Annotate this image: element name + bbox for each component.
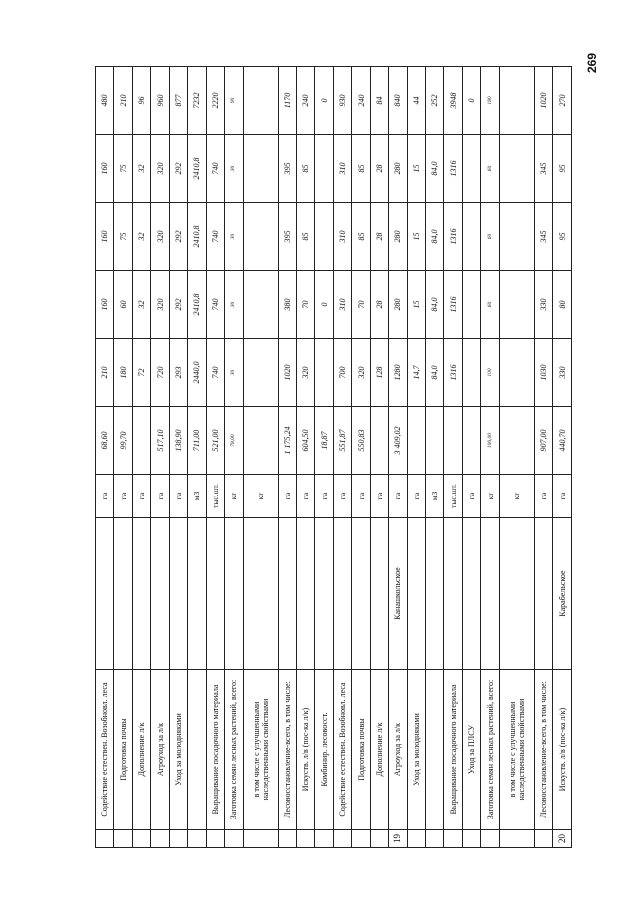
row-value: 160	[96, 135, 114, 203]
row-index	[278, 830, 296, 848]
row-unit: га	[553, 475, 572, 518]
row-value: 720	[151, 339, 169, 407]
row-value: 100	[481, 339, 499, 407]
row-value: 330	[553, 339, 572, 407]
row-value: 252	[426, 67, 444, 135]
row-name: Подготовка почвы	[114, 670, 132, 830]
table-row	[389, 67, 407, 848]
row-unit: га	[169, 475, 187, 518]
row-value: 80	[553, 271, 572, 339]
row-value: 292	[169, 203, 187, 271]
row-value	[462, 407, 480, 475]
row-value: 84,0	[426, 271, 444, 339]
row-value: 1 175,24	[278, 407, 296, 475]
row-value: 550,83	[352, 407, 370, 475]
row-region	[370, 518, 388, 670]
row-value: 517,10	[151, 407, 169, 475]
row-name: Лесовосстановление-всего, в том числе:	[278, 670, 296, 830]
row-unit: га	[315, 475, 333, 518]
row-value: 310	[333, 135, 351, 203]
row-value: 30	[225, 135, 243, 203]
row-unit: тыс.шт.	[206, 475, 224, 518]
row-value: 320	[151, 203, 169, 271]
table-row	[315, 67, 333, 848]
row-value: 70	[296, 271, 314, 339]
row-value	[315, 203, 333, 271]
row-value: 180	[114, 339, 132, 407]
row-value	[370, 407, 388, 475]
row-value: 32	[132, 271, 150, 339]
row-value: 32	[132, 135, 150, 203]
row-name: Лесовосстановление-всего, в том числе:	[534, 670, 552, 830]
row-unit: га	[352, 475, 370, 518]
row-value: 128	[370, 339, 388, 407]
row-value: 60	[114, 271, 132, 339]
table-row	[426, 67, 444, 848]
row-value: 85	[296, 135, 314, 203]
row-value: 310	[333, 203, 351, 271]
row-value: 2410,8	[188, 203, 206, 271]
row-value: 1316	[444, 271, 462, 339]
row-region	[296, 518, 314, 670]
table-row	[462, 67, 480, 848]
row-index	[225, 830, 243, 848]
row-value: 2410,8	[188, 271, 206, 339]
table-row	[206, 67, 224, 848]
row-value: 877	[169, 67, 187, 135]
row-value: 1280	[389, 339, 407, 407]
row-value: 292	[169, 271, 187, 339]
row-value: 28	[370, 135, 388, 203]
row-value: 1316	[444, 339, 462, 407]
row-value	[243, 271, 278, 339]
row-name: Выращивание посадочного материала	[444, 670, 462, 830]
row-value: 3 409,02	[389, 407, 407, 475]
row-value: 1020	[278, 339, 296, 407]
row-value: 0	[462, 67, 480, 135]
row-value: 1316	[444, 135, 462, 203]
row-name: Комбинир. лесовосст.	[315, 670, 333, 830]
row-value: 78,00	[225, 407, 243, 475]
row-index: 20	[553, 830, 572, 848]
row-value	[243, 407, 278, 475]
row-unit: кг	[243, 475, 278, 518]
row-name: Подготовка почвы	[352, 670, 370, 830]
row-unit: га	[333, 475, 351, 518]
row-value: 320	[296, 339, 314, 407]
row-value	[426, 407, 444, 475]
row-unit: кг	[481, 475, 499, 518]
table-row	[499, 67, 534, 848]
row-value: 160	[96, 271, 114, 339]
row-value: 521,00	[206, 407, 224, 475]
row-region	[333, 518, 351, 670]
row-value: 84	[370, 67, 388, 135]
row-value: 740	[206, 203, 224, 271]
row-name: Искуств. л/в (пос-ка л/к)	[553, 670, 572, 830]
row-name: в том числе с улучшенными наследственными свойствами	[499, 670, 534, 830]
row-value: 604,50	[296, 407, 314, 475]
row-value: 0	[315, 67, 333, 135]
row-value: 320	[352, 339, 370, 407]
row-name: Агроуход за л/к	[151, 670, 169, 830]
table-row	[444, 67, 462, 848]
row-value: 100,00	[481, 407, 499, 475]
row-value: 480	[96, 67, 114, 135]
row-value: 60	[481, 135, 499, 203]
row-name: Дополнение л/к	[370, 670, 388, 830]
row-name: Искуств. л/в (пос-ка л/к)	[296, 670, 314, 830]
row-index	[206, 830, 224, 848]
row-unit: га	[296, 475, 314, 518]
row-value: 395	[278, 203, 296, 271]
row-value: 320	[151, 271, 169, 339]
row-value: 1020	[534, 67, 552, 135]
row-value: 84,0	[426, 203, 444, 271]
row-value: 85	[352, 135, 370, 203]
row-name: Агроуход за л/к	[389, 670, 407, 830]
row-value	[243, 203, 278, 271]
row-value: 310	[333, 271, 351, 339]
row-value: 1030	[534, 339, 552, 407]
row-unit: га	[132, 475, 150, 518]
row-index	[151, 830, 169, 848]
row-value: 85	[352, 203, 370, 271]
row-name: Уход за ПЛСУ	[462, 670, 480, 830]
row-value: 210	[96, 339, 114, 407]
row-unit: га	[389, 475, 407, 518]
row-value	[499, 271, 534, 339]
row-index	[315, 830, 333, 848]
row-value	[243, 67, 278, 135]
row-value	[462, 339, 480, 407]
row-index	[114, 830, 132, 848]
row-value: 320	[151, 135, 169, 203]
row-value: 345	[534, 203, 552, 271]
row-region	[462, 518, 480, 670]
row-value: 44	[407, 67, 425, 135]
row-value: 75	[114, 135, 132, 203]
row-value: 95	[553, 135, 572, 203]
row-region	[534, 518, 552, 670]
row-value	[243, 135, 278, 203]
row-value: 15	[407, 135, 425, 203]
row-value: 7232	[188, 67, 206, 135]
row-unit: га	[278, 475, 296, 518]
row-value	[132, 407, 150, 475]
row-value	[462, 271, 480, 339]
row-unit: га	[114, 475, 132, 518]
row-region	[426, 518, 444, 670]
row-name: Уход за молодняками	[169, 670, 187, 830]
row-value: 60	[481, 203, 499, 271]
row-value: 30	[225, 203, 243, 271]
row-value	[499, 135, 534, 203]
row-unit: м3	[426, 475, 444, 518]
row-unit: га	[151, 475, 169, 518]
row-region	[243, 518, 278, 670]
table-row	[481, 67, 499, 848]
row-name	[426, 670, 444, 830]
row-value: 85	[296, 203, 314, 271]
row-name: Уход за молодняками	[407, 670, 425, 830]
table-row	[278, 67, 296, 848]
row-region	[481, 518, 499, 670]
row-value	[315, 135, 333, 203]
row-value	[499, 407, 534, 475]
row-unit: га	[370, 475, 388, 518]
row-value: 700	[333, 339, 351, 407]
row-region	[315, 518, 333, 670]
row-value	[499, 67, 534, 135]
table-body	[96, 67, 572, 848]
row-value: 72	[132, 339, 150, 407]
row-index	[188, 830, 206, 848]
row-value: 32	[132, 203, 150, 271]
row-value: 15	[407, 203, 425, 271]
row-value: 840	[389, 67, 407, 135]
row-value	[315, 339, 333, 407]
row-index	[481, 830, 499, 848]
row-region	[444, 518, 462, 670]
row-value: 28	[370, 203, 388, 271]
row-value	[499, 203, 534, 271]
row-value: 90	[225, 67, 243, 135]
row-value	[243, 339, 278, 407]
forestry-plan-table	[95, 66, 572, 848]
row-value: 60	[481, 271, 499, 339]
row-region	[278, 518, 296, 670]
table-row	[151, 67, 169, 848]
row-value: 96	[132, 67, 150, 135]
row-value: 551,87	[333, 407, 351, 475]
row-value: 280	[389, 135, 407, 203]
row-value: 18,87	[315, 407, 333, 475]
row-region	[132, 518, 150, 670]
row-name: Выращивание посадочного материала	[206, 670, 224, 830]
row-value	[462, 135, 480, 203]
row-value: 70	[352, 271, 370, 339]
row-unit: га	[462, 475, 480, 518]
row-name	[188, 670, 206, 830]
row-unit: м3	[188, 475, 206, 518]
row-value: 740	[206, 271, 224, 339]
row-value: 240	[352, 67, 370, 135]
row-value: 180	[481, 67, 499, 135]
row-region	[352, 518, 370, 670]
row-value: 84,0	[426, 135, 444, 203]
table-row	[243, 67, 278, 848]
row-name: в том числе с улучшенными наследственными свойствами	[243, 670, 278, 830]
row-value: 2410,8	[188, 135, 206, 203]
row-value: 740	[206, 339, 224, 407]
row-value: 380	[278, 271, 296, 339]
row-region: Карабельское	[553, 518, 572, 670]
row-index	[407, 830, 425, 848]
row-value: 711,00	[188, 407, 206, 475]
row-unit: кг	[225, 475, 243, 518]
row-value	[444, 407, 462, 475]
row-value: 210	[114, 67, 132, 135]
row-value: 293	[169, 339, 187, 407]
row-value: 95	[553, 203, 572, 271]
row-index	[333, 830, 351, 848]
row-value	[462, 203, 480, 271]
row-value: 160	[96, 203, 114, 271]
row-unit: га	[534, 475, 552, 518]
row-unit: га	[96, 475, 114, 518]
table-row	[534, 67, 552, 848]
row-index	[96, 830, 114, 848]
row-value: 68,60	[96, 407, 114, 475]
row-value: 2220	[206, 67, 224, 135]
table-row	[132, 67, 150, 848]
row-name: Заготовка семян лесных растений, всего:	[225, 670, 243, 830]
row-name: Заготовка семян лесных растений, всего:	[481, 670, 499, 830]
row-index	[352, 830, 370, 848]
row-region	[114, 518, 132, 670]
row-index	[444, 830, 462, 848]
table-row	[333, 67, 351, 848]
table-row	[225, 67, 243, 848]
row-value: 330	[534, 271, 552, 339]
table-row	[407, 67, 425, 848]
row-value: 99,70	[114, 407, 132, 475]
row-index	[462, 830, 480, 848]
row-name: Содействие естествен. Возобновл. леса	[333, 670, 351, 830]
row-value: 907,00	[534, 407, 552, 475]
row-value	[407, 407, 425, 475]
table-row	[352, 67, 370, 848]
row-value: 270	[553, 67, 572, 135]
row-region	[499, 518, 534, 670]
row-index	[169, 830, 187, 848]
row-value: 3948	[444, 67, 462, 135]
row-value: 14,7	[407, 339, 425, 407]
row-region	[407, 518, 425, 670]
table-row	[188, 67, 206, 848]
row-region	[188, 518, 206, 670]
row-value: 30	[225, 339, 243, 407]
rotated-table-wrapper	[95, 67, 572, 848]
row-value: 84,0	[426, 339, 444, 407]
row-value: 292	[169, 135, 187, 203]
row-region: Канашкольское	[389, 518, 407, 670]
row-value	[499, 339, 534, 407]
table-row	[96, 67, 114, 848]
row-index	[132, 830, 150, 848]
row-index	[370, 830, 388, 848]
row-index	[243, 830, 278, 848]
row-index	[534, 830, 552, 848]
row-value: 1316	[444, 203, 462, 271]
row-region	[206, 518, 224, 670]
row-value: 28	[370, 271, 388, 339]
row-value: 395	[278, 135, 296, 203]
row-unit: кг	[499, 475, 534, 518]
row-region	[225, 518, 243, 670]
row-value: 345	[534, 135, 552, 203]
row-unit: га	[407, 475, 425, 518]
row-unit: тыс.шт.	[444, 475, 462, 518]
row-value: 2440,0	[188, 339, 206, 407]
row-region	[96, 518, 114, 670]
table-row	[553, 67, 572, 848]
row-value: 930	[333, 67, 351, 135]
row-name: Содействие естествен. Возобновл. леса	[96, 670, 114, 830]
row-value: 240	[296, 67, 314, 135]
table-row	[370, 67, 388, 848]
row-value: 75	[114, 203, 132, 271]
table-row	[114, 67, 132, 848]
table-row	[169, 67, 187, 848]
row-value: 30	[225, 271, 243, 339]
table-row	[296, 67, 314, 848]
row-region	[169, 518, 187, 670]
row-value: 280	[389, 203, 407, 271]
row-value: 440,70	[553, 407, 572, 475]
row-value: 138,90	[169, 407, 187, 475]
row-value: 15	[407, 271, 425, 339]
row-value: 960	[151, 67, 169, 135]
row-value: 0	[315, 271, 333, 339]
row-index: 19	[389, 830, 407, 848]
row-value: 740	[206, 135, 224, 203]
row-index	[499, 830, 534, 848]
row-name: Дополнение л/к	[132, 670, 150, 830]
row-region	[151, 518, 169, 670]
page-number: 269	[584, 52, 599, 74]
row-index	[426, 830, 444, 848]
row-index	[296, 830, 314, 848]
row-value: 1170	[278, 67, 296, 135]
row-value: 280	[389, 271, 407, 339]
